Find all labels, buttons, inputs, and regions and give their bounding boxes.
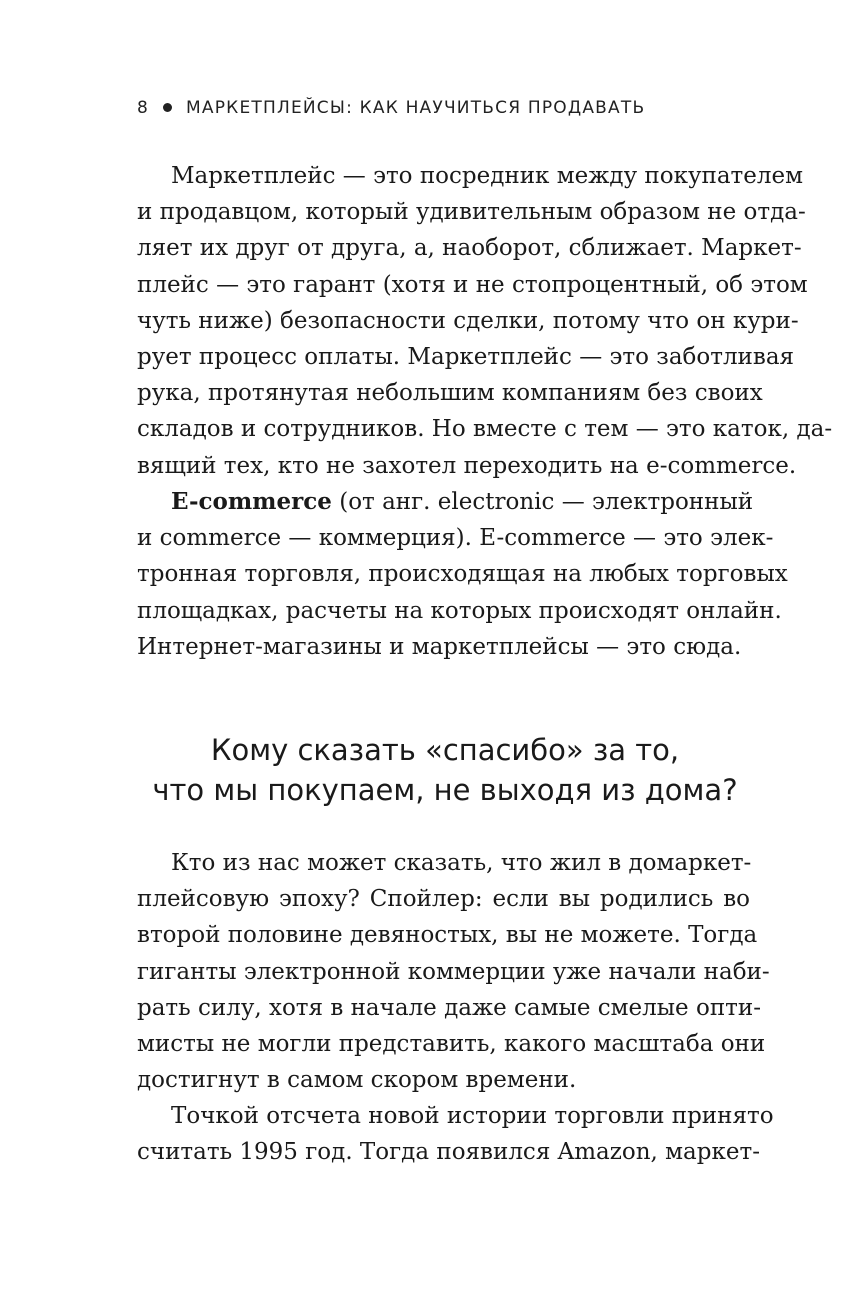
text-line: Интернет-магазины и маркетплейсы — это сюда. (137, 633, 742, 660)
text-line: плейсовую эпоху? Спойлер: если вы родились во (137, 886, 750, 913)
section-heading (100, 730, 790, 810)
text-line: рука, протянутая небольшим компаниям без своих (137, 380, 763, 407)
text-line: рует процесс оплаты. Маркетплейс — это заботливая (137, 343, 795, 370)
term-definition: (от анг. electronic — электронный (331, 489, 754, 515)
text-line: считать 1995 год. Тогда появился Amazon, маркет- (137, 1139, 760, 1166)
text-line: Кто из нас может сказать, что жил в домаркет- (171, 850, 752, 876)
paragraph-marketplace-definition (137, 158, 833, 484)
bullet-icon (163, 103, 172, 112)
text-line: площадках, расчеты на которых происходят онлайн. (137, 597, 782, 624)
text-line: чуть ниже) безопасности сделки, потому что он кури- (137, 307, 799, 334)
page-number: 8 (137, 98, 150, 118)
book-title: МАРКЕТПЛЕЙСЫ: КАК НАУЧИТЬСЯ ПРОДАВАТЬ (186, 98, 646, 118)
text-line: вящий тех, кто не захотел переходить на e-commerce. (137, 452, 797, 479)
text-line (137, 484, 754, 520)
text-line: и продавцом, который удивительным образом не отда- (137, 199, 806, 226)
text-line: мисты не могли представить, какого масштаба они (137, 1030, 766, 1057)
text-line: гиганты электронной коммерции уже начали наби- (137, 958, 770, 985)
text-line: достигнут в самом скором времени. (137, 1067, 577, 1094)
paragraph-pre-marketplace-era (137, 845, 770, 1098)
text-line: рать силу, хотя в начале даже самые смелые опти- (137, 994, 761, 1021)
text-line: второй половине девяностых, вы не можете. Тогда (137, 922, 758, 949)
paragraph-ecommerce-definition (137, 484, 788, 665)
paragraph-history-start (137, 1098, 774, 1170)
text-line: складов и сотрудников. Но вместе с тем — это каток, да- (137, 416, 833, 443)
text-line: и commerce — коммерция). E-commerce — это элек- (137, 525, 774, 552)
text-line: плейс — это гарант (хотя и не стопроцентный, об этом (137, 271, 808, 298)
term-ecommerce: E-commerce (171, 488, 332, 515)
text-line: тронная торговля, происходящая на любых торговых (137, 561, 788, 588)
text-line: Точкой отсчета новой истории торговли принято (171, 1103, 774, 1129)
running-head (137, 98, 645, 118)
heading-line: Кому сказать «спасибо» за то, (210, 733, 680, 767)
text-line: Маркетплейс — это посредник между покупателем (171, 163, 803, 189)
text-line: ляет их друг от друга, а, наоборот, сближает. Маркет- (137, 235, 802, 262)
heading-line: что мы покупаем, не выходя из дома? (152, 773, 738, 807)
